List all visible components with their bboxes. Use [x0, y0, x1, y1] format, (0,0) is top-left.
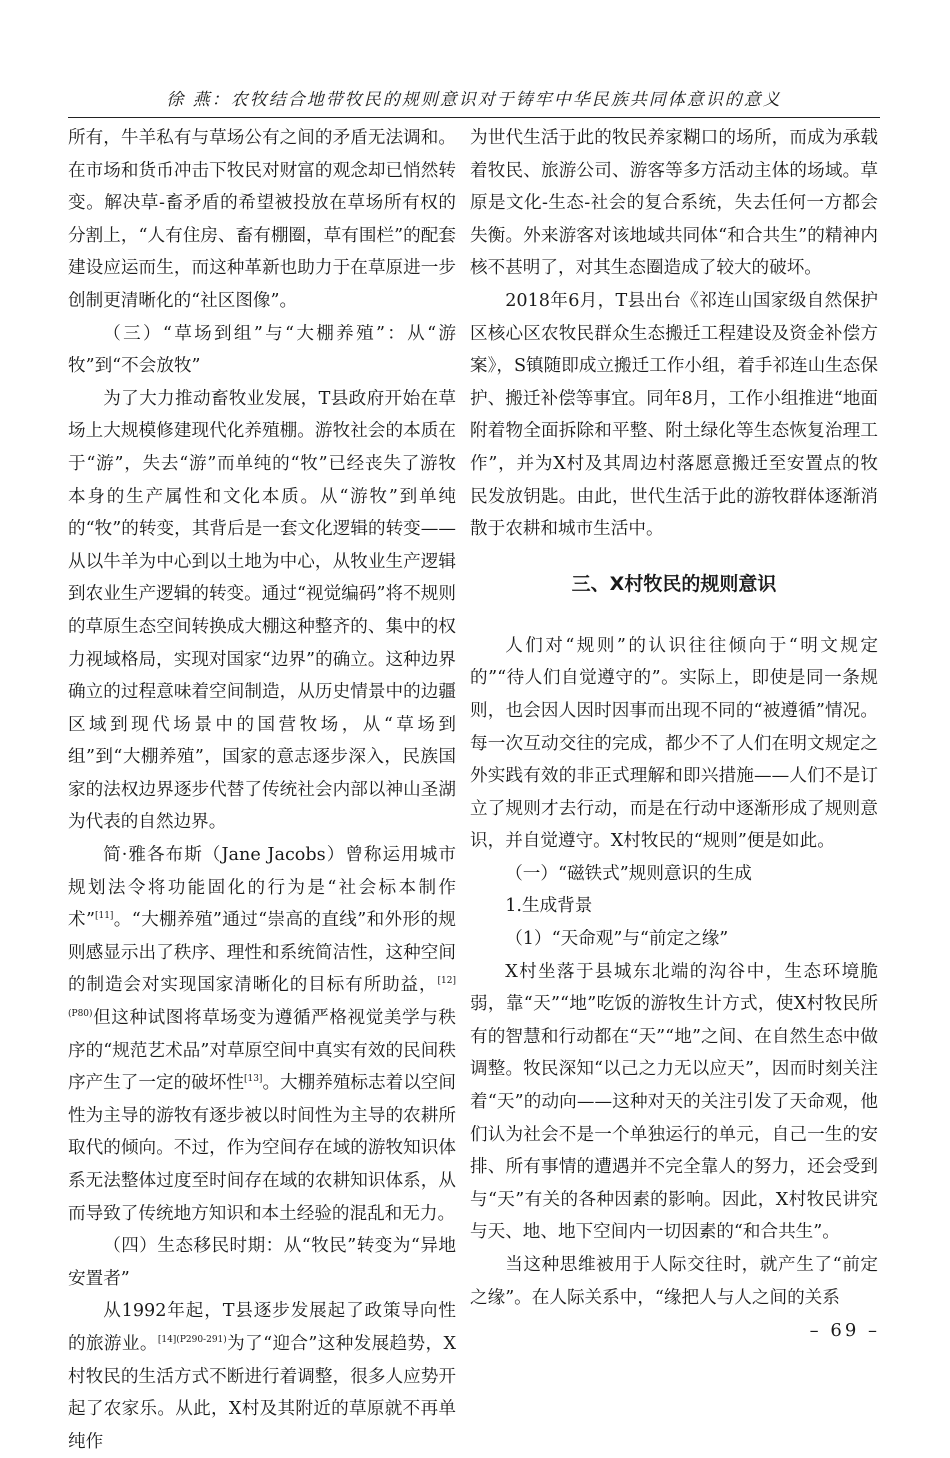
- subsection-heading-b: 1.生成背景: [505, 896, 593, 917]
- right-paragraph-5: 当这种思维被用于人际交往时，就产生了“前定之缘”。在人际关系中，“缘把人与人之间的关系: [470, 1255, 878, 1308]
- right-paragraph-2: 2018年6月，T县出台《祁连山国家级自然保护区核心区农牧民群众生态搬迁工程建设及资金补偿方案》，S镇随即成立搬迁工作小组，着手祁连山生态保护、搬迁补偿等事宜。同年8月，工作小组推进“地面附着物全面拆除和平整、附土绿化等生态恢复治理工作”，并为X村及其周边村落愿意搬迁至安置点的牧民发放钥匙。由此，世代生活于此的游牧群体逐渐消散于农耕和城市生活中。: [470, 290, 878, 540]
- page-number: – 69 –: [809, 1320, 880, 1341]
- p4-text-a: 从1992年起，T县逐步发展起了政策导向性的旅游业。: [68, 1301, 456, 1354]
- citation-14: [14](P290-291): [157, 1335, 227, 1346]
- section-title: 三、X村牧民的规则意识: [571, 572, 777, 595]
- left-paragraph-1: 所有，牛羊私有与草场公有之间的矛盾无法调和。在市场和货币冲击下牧民对财富的观念却已悄然转变。解决草-畜矛盾的希望被投放在草场所有权的分割上，“人有住房、畜有棚圈，草有围栏”的配套建设应运而生，而这种革新也助力于在草原进一步创制更清晰化的“社区图像”。: [68, 128, 456, 311]
- p3-text-c: 但这种试图将草场变为遵循严格视觉美学与秩序的“规范艺术品”对草原空间中真实有效的民间秩序产生了一定的破坏性: [68, 1008, 456, 1094]
- citation-12: [12](P80): [68, 976, 456, 1020]
- right-column: [470, 122, 878, 1314]
- p3-text-b: 。“大棚养殖”通过“崇高的直线”和外形的规则感显示出了秩序、理性和系统简洁性，这种空间的制造会对实现国家清晰化的目标有所助益，: [68, 910, 456, 996]
- running-head: 徐 燕：农牧结合地带牧民的规则意识对于铸牢中华民族共同体意识的意义: [166, 90, 782, 110]
- citation-11: [11]: [94, 911, 114, 922]
- left-paragraph-3: [68, 839, 456, 1230]
- p4-text-b: 为了“迎合”这种发展趋势，X村牧民的生活方式不断进行着调整，很多人应势开起了农家乐。从此，X村及其附近的草原就不再单纯作: [68, 1333, 456, 1452]
- citation-13: [13]: [243, 1074, 263, 1085]
- p3-text-a: 简·雅各布斯（Jane Jacobs）曾称运用城市规划法令将功能固化的行为是“社会标本制作术”: [68, 845, 456, 931]
- right-paragraph-4: X村坐落于县城东北端的沟谷中，生态环境脆弱，靠“天”“地”吃饭的游牧生计方式，使X村牧民所有的智慧和行动都在“天”“地”之间、在自然生态中做调整。牧民深知“以己之力无以应天”，因而时刻关注着“天”的动向——这种对天的关注引发了天命观，他们认为社会不是一个单独运行的单元，自己一生的安排、所有事情的遭遇并不完全靠人的努力，还会受到与“天”有关的各种因素的影响。因此，X村牧民讲究与天、地、地下空间内一切因素的“和合共生”。: [470, 961, 878, 1243]
- right-paragraph-3: 人们对“规则”的认识往往倾向于“明文规定的”“待人们自觉遵守的”。实际上，即使是同一条规则，也会因人因时因事而出现不同的“被遵循”情况。每一次互动交往的完成，都少不了人们在明文规定之外实践有效的非正式理解和即兴措施——人们不是订立了规则才去行动，而是在行动中逐渐形成了规则意识，并自觉遵守。X村牧民的“规则”便是如此。: [470, 635, 878, 852]
- subsection-heading-c: （1）“天命观”与“前定之缘”: [505, 929, 729, 950]
- subsection-heading-a: （一）“磁铁式”规则意识的生成: [505, 863, 752, 884]
- left-column: [68, 122, 456, 1458]
- subsection-heading-3: （三）“草场到组”与“大棚养殖”：从“游牧”到“不会放牧”: [68, 323, 456, 377]
- left-paragraph-2: 为了大力推动畜牧业发展，T县政府开始在草场上大规模修建现代化养殖棚。游牧社会的本质在于“游”，失去“游”而单纯的“牧”已经丧失了游牧本身的生产属性和文化本质。从“游牧”到单纯的“牧”的转变，其背后是一套文化逻辑的转变——从以牛羊为中心到以土地为中心，从牧业生产逻辑到农业生产逻辑的转变。通过“视觉编码”将不规则的草原生态空间转换成大棚这种整齐的、集中的权力视域格局，实现对国家“边界”的确立。这种边界确立的过程意味着空间制造，从历史情景中的边疆区域到现代场景中的国营牧场，从“草场到组”到“大棚养殖”，国家的意志逐步深入，民族国家的法权边界逐步代替了传统社会内部以神山圣湖为代表的自然边界。: [68, 388, 456, 833]
- p3-text-d: 。大棚养殖标志着以空间性为主导的游牧有逐步被以时间性为主导的农耕所取代的倾向。不过，作为空间存在域的游牧知识体系无法整体过度至时间存在域的农耕知识体系，从而导致了传统地方知识和本土经验的混乱和无力。: [68, 1073, 456, 1224]
- subsection-heading-4: （四）生态移民时期：从“牧民”转变为“异地安置者”: [68, 1236, 456, 1289]
- right-paragraph-1: 为世代生活于此的牧民养家糊口的场所，而成为承载着牧民、旅游公司、游客等多方活动主体的场域。草原是文化-生态-社会的复合系统，失去任何一方都会失衡。外来游客对该地域共同体“和合共生”的精神内核不甚明了，对其生态圈造成了较大的破坏。: [470, 128, 878, 279]
- header-rule: [68, 117, 880, 118]
- left-paragraph-4: [68, 1295, 456, 1458]
